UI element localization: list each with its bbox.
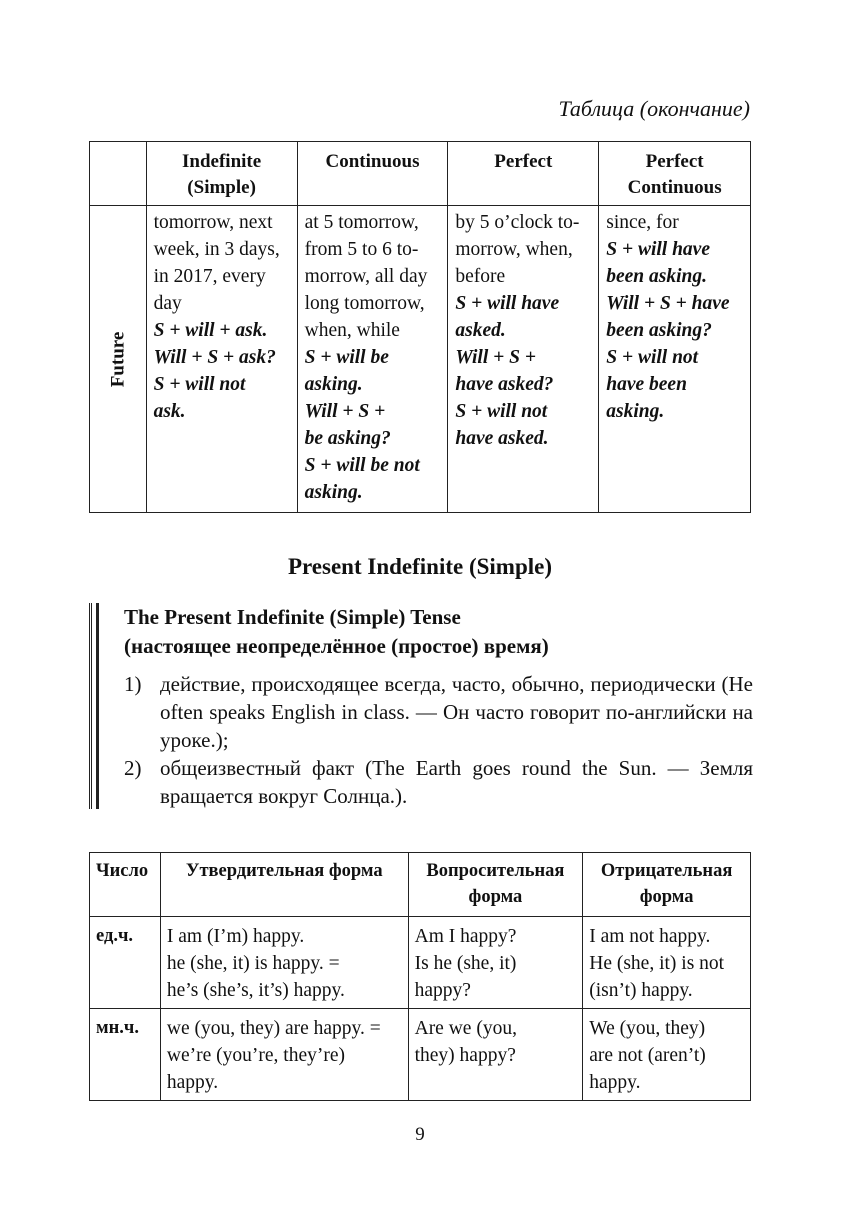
future-indefinite-cell	[146, 206, 297, 513]
definition-title-en: The Present Indefinite (Simple) Tense	[124, 605, 461, 629]
page-number: 9	[415, 1124, 425, 1145]
formula-line: Will + S + ask?	[153, 347, 276, 368]
form-line: he’s (she’s, it’s) happy.	[166, 980, 345, 1001]
marker-line: in 2017, every	[153, 266, 266, 287]
form-line: we (you, they) are happy. =	[166, 1018, 381, 1039]
header-number: Число	[90, 853, 161, 917]
marker-line: week, in 3 days,	[153, 239, 280, 260]
marker-line: at 5 tomorrow,	[304, 212, 419, 233]
formula-line: have been	[606, 374, 687, 395]
formula-line: Will + S + have	[606, 293, 730, 314]
form-line: I am not happy.	[589, 926, 711, 947]
definition-list	[124, 670, 753, 810]
form-line: happy?	[414, 980, 471, 1001]
form-line: are not (aren’t)	[589, 1045, 706, 1066]
marker-line: by 5 o’clock to-	[455, 212, 580, 233]
formula-line: asking.	[304, 482, 363, 503]
formula-line: asking.	[606, 401, 665, 422]
header-perfect-continuous: Perfect Continuous	[599, 142, 751, 206]
formula-line: S + will not	[606, 347, 699, 368]
header-interrogative: Вопросительная форма	[408, 853, 583, 917]
form-line: (isn’t) happy.	[589, 980, 693, 1001]
marker-line: since, for	[606, 212, 679, 233]
form-line: Are we (you,	[414, 1018, 517, 1039]
table-continuation-caption: Таблица (окончание)	[558, 96, 750, 121]
list-item-number: 2)	[124, 756, 142, 780]
formula-line: have asked?	[455, 374, 554, 395]
header-negative: Отрицательная форма	[583, 853, 751, 917]
negative-cell	[583, 917, 751, 1009]
header-continuous: Continuous	[297, 142, 448, 206]
number-plural: мн.ч.	[90, 1009, 161, 1101]
header-indefinite: Indefinite (Simple)	[146, 142, 297, 206]
marker-line: tomorrow, next	[153, 212, 273, 233]
definition-box	[89, 603, 753, 809]
list-item	[124, 754, 753, 810]
marker-line: from 5 to 6 to-	[304, 239, 419, 260]
definition-title-ru: (настоящее неопределённое (простое) время)	[124, 634, 549, 658]
form-line: happy.	[589, 1072, 641, 1093]
form-line: they) happy?	[414, 1045, 516, 1066]
future-tenses-table	[89, 141, 751, 513]
forms-header-row	[90, 853, 751, 917]
marker-line: day	[153, 293, 182, 314]
formula-line: Will + S +	[455, 347, 536, 368]
negative-cell	[583, 1009, 751, 1101]
marker-line: when, while	[304, 320, 400, 341]
form-line: I am (I’m) happy.	[166, 926, 305, 947]
form-line: Am I happy?	[414, 926, 517, 947]
form-line: We (you, they)	[589, 1018, 706, 1039]
formula-line: S + will + ask.	[153, 320, 268, 341]
tense-header-row	[90, 142, 751, 206]
formula-line: Will + S +	[304, 401, 386, 422]
section-title: Present Indefinite (Simple)	[287, 554, 553, 579]
formula-line: asking.	[304, 374, 363, 395]
form-line: Is he (she, it)	[414, 953, 517, 974]
formula-line: asked.	[455, 320, 506, 341]
formula-line: ask.	[153, 401, 186, 422]
list-item-number: 1)	[124, 672, 142, 696]
row-label-cell	[90, 206, 147, 513]
interrogative-cell	[408, 917, 583, 1009]
list-item-text: общеизвестный факт (The Earth goes round the Sun. — Земля вращается вокруг Солнца.).	[160, 756, 753, 808]
affirmative-cell	[160, 917, 408, 1009]
formula-line: S + will not	[455, 401, 548, 422]
form-line: he (she, it) is happy. =	[166, 953, 340, 974]
row-label-future: Future	[107, 331, 129, 387]
form-line: we’re (you’re, they’re)	[166, 1045, 345, 1066]
marker-line: long tomorrow,	[304, 293, 425, 314]
affirmative-cell	[160, 1009, 408, 1101]
formula-line: been asking.	[606, 266, 707, 287]
formula-line: S + will be not	[304, 455, 420, 476]
formula-line: S + will have	[455, 293, 560, 314]
table-row	[90, 917, 751, 1009]
table-row	[90, 1009, 751, 1101]
definition-title	[124, 603, 753, 661]
formula-line: S + will have	[606, 239, 710, 260]
form-line: He (she, it) is not	[589, 953, 725, 974]
formula-line: have asked.	[455, 428, 549, 449]
formula-line: S + will not	[153, 374, 246, 395]
forms-table	[89, 852, 751, 1101]
interrogative-cell	[408, 1009, 583, 1101]
marker-line: before	[455, 266, 506, 287]
formula-line: be asking?	[304, 428, 391, 449]
marker-line: morrow, when,	[455, 239, 573, 260]
list-item	[124, 670, 753, 754]
future-row	[90, 206, 751, 513]
formula-line: S + will be	[304, 347, 389, 368]
marker-line: morrow, all day	[304, 266, 428, 287]
formula-line: been asking?	[606, 320, 712, 341]
future-continuous-cell	[297, 206, 448, 513]
header-affirmative: Утвердительная форма	[160, 853, 408, 917]
future-perfect-continuous-cell	[599, 206, 751, 513]
list-item-text: действие, происходящее всегда, часто, обычно, периодически (He often speaks English in class. — Он часто говорит по-английски на уроке.);	[160, 672, 753, 752]
future-perfect-cell	[448, 206, 599, 513]
form-line: happy.	[166, 1072, 219, 1093]
number-singular: ед.ч.	[90, 917, 161, 1009]
header-empty	[90, 142, 147, 206]
header-perfect: Perfect	[448, 142, 599, 206]
